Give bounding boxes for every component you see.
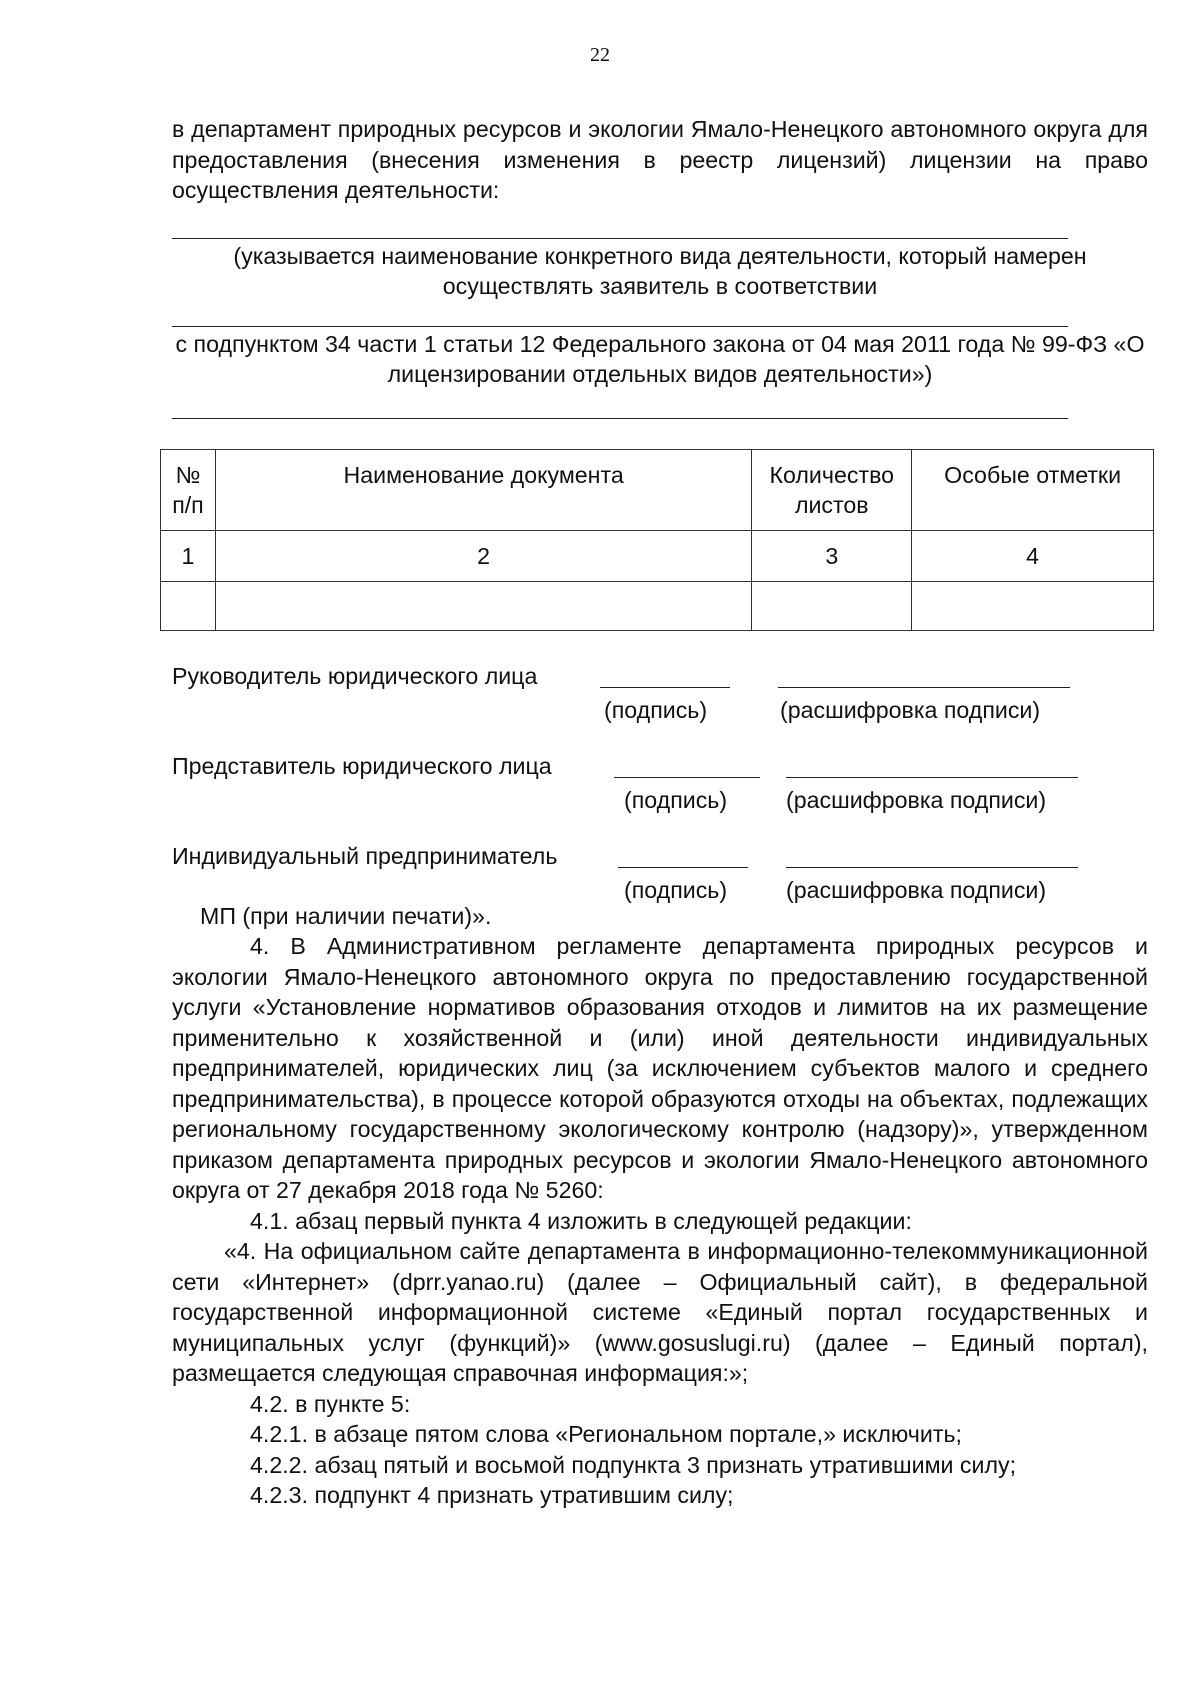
signature-decode-line: [786, 777, 1078, 778]
signature-block-entrepreneur: [172, 841, 1148, 901]
table-cell: [752, 581, 912, 630]
signature-block-representative: [172, 751, 1148, 841]
table-cell: 1: [161, 530, 216, 581]
signature-caption: (подпись): [624, 786, 728, 813]
paragraph-4-1: 4.1. абзац первый пункта 4 изложить в следующей редакции:: [250, 1207, 912, 1234]
page-number: 22: [590, 44, 610, 66]
signature-caption: (подпись): [624, 876, 728, 903]
table-row: [161, 530, 1154, 581]
signature-decode-caption: (расшифровка подписи): [786, 786, 1047, 813]
signature-role: Руководитель юридического лица: [172, 662, 538, 689]
table-cell: [161, 581, 216, 630]
activity-fill-line-1: [172, 206, 1068, 239]
table-header-cell: Особые отметки: [912, 449, 1154, 530]
signature-decode-caption: (расшифровка подписи): [780, 696, 1041, 723]
activity-note-1: (указывается наименование конкретного вида деятельности, который намерен осуществлять заявитель в соответствии: [233, 242, 1087, 299]
signature-role: Индивидуальный предприниматель: [172, 842, 558, 869]
signature-decode-caption: (расшифровка подписи): [786, 876, 1047, 903]
quoted-paragraph: «4. На официальном сайте департамента в информационно-телекоммуникационной сети «Интернет» (dprr.yanao.ru) (далее – Официальный сайт), в федеральной государственной информационной системе «Единый портал государственных и муниципальных услуг (функций)» (www.gosuslugi.ru) (далее – Единый портал), размещается следующая справочная информация:»;: [172, 1238, 1148, 1386]
table-row-empty: [161, 581, 1154, 630]
table-cell: [912, 581, 1154, 630]
signature-role: Представитель юридического лица: [172, 752, 552, 779]
documents-table: [160, 449, 1154, 631]
signature-line: [614, 777, 760, 778]
signature-line: [618, 867, 748, 868]
intro-paragraph: в департамент природных ресурсов и экологии Ямало-Ненецкого автономного округа для предоставления (внесения изменения в реестр лицензий) лицензии на право осуществления деятельности:: [172, 116, 1148, 203]
paragraph-4-2-1: 4.2.1. в абзаце пятом слова «Региональном портале,» исключить;: [250, 1421, 962, 1447]
table-header-row: [161, 449, 1154, 530]
table-cell: 4: [912, 530, 1154, 581]
activity-fill-line-2: [172, 302, 1068, 327]
table-cell: 2: [215, 530, 751, 581]
signature-decode-line: [778, 687, 1070, 688]
stamp-note: МП (при наличии печати)».: [200, 902, 492, 929]
activity-fill-line-3: [172, 390, 1068, 419]
document-body: [172, 114, 1148, 1511]
activity-note-2: с подпунктом 34 части 1 статьи 12 Федерального закона от 04 мая 2011 года № 99-ФЗ «О лицензировании отдельных видов деятельности»): [175, 330, 1145, 387]
paragraph-4-2-3: 4.2.3. подпункт 4 признать утратившим силу;: [250, 1482, 734, 1508]
table-header-cell: Количество листов: [752, 449, 912, 530]
paragraph-4-2: 4.2. в пункте 5:: [250, 1390, 411, 1417]
signature-line: [600, 687, 730, 688]
signature-decode-line: [786, 867, 1078, 868]
table-header-cell: № п/п: [161, 449, 216, 530]
table-cell: 3: [752, 530, 912, 581]
paragraph-4: 4. В Административном регламенте департамента природных ресурсов и экологии Ямало-Ненецкого автономного округа по предоставлению государственной услуги «Установление нормативов образования отходов и лимитов на их размещение применительно к хозяйственной и (или) иной деятельности индивидуальных предпринимателей, юридических лиц (за исключением субъектов малого и среднего предпринимательства), в процессе которой образуются отходы на объектах, подлежащих региональному государственному экологическому контролю (надзору)», утвержденном приказом департамента природных ресурсов и экологии Ямало-Ненецкого автономного округа от 27 декабря 2018 года № 5260:: [172, 933, 1148, 1203]
table-cell: [215, 581, 751, 630]
signature-block-head: [172, 661, 1148, 751]
paragraph-4-2-2: 4.2.2. абзац пятый и восьмой подпункта 3 признать утратившими силу;: [250, 1451, 1017, 1478]
signature-caption: (подпись): [604, 696, 708, 723]
table-header-cell: Наименование документа: [215, 449, 751, 530]
